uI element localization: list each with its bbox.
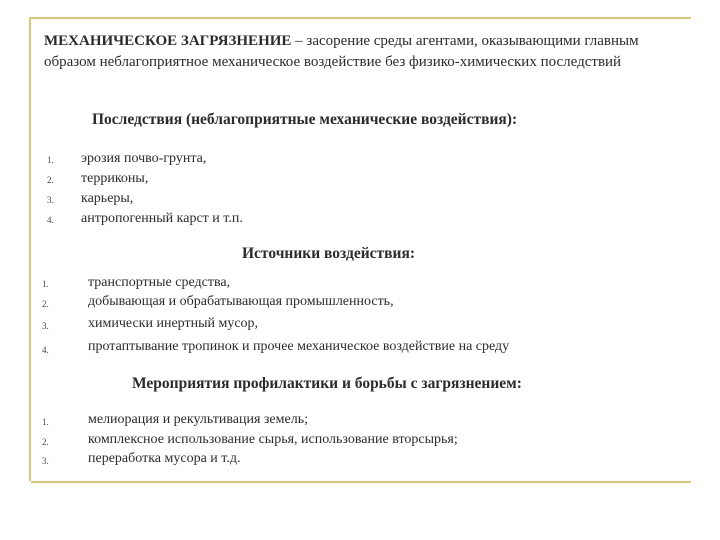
section-heading-measures: Мероприятия профилактики и борьбы с загрязнением: xyxy=(132,375,522,392)
list-item-number: 1. xyxy=(42,417,49,427)
list-item: антропогенный карст и т.п. xyxy=(81,211,243,226)
list-item: комплексное использование сырья, использование вторсырья; xyxy=(88,432,458,447)
list-item: протаптывание тропинок и прочее механическое воздействие на среду xyxy=(88,339,510,354)
list-item-number: 3. xyxy=(42,321,49,331)
list-item: эрозия почво-грунта, xyxy=(81,151,207,166)
list-item-number: 4. xyxy=(42,345,49,355)
frame-bottom-line xyxy=(31,481,691,483)
list-item-number: 2. xyxy=(42,299,49,309)
list-item-number: 2. xyxy=(47,175,54,185)
list-item: мелиорация и рекультивация земель; xyxy=(88,412,308,427)
intro-term: МЕХАНИЧЕСКОЕ ЗАГРЯЗНЕНИЕ xyxy=(44,33,292,49)
section-heading-sources: Источники воздействия: xyxy=(242,245,415,262)
intro-definition: – засорение среды агентами, оказывающими главным образом неблагоприятное механическое воздействие без физико-химических последствий xyxy=(44,33,639,70)
list-item: добывающая и обрабатывающая промышленность, xyxy=(88,294,394,309)
list-item-number: 1. xyxy=(42,279,49,289)
list-item-number: 1. xyxy=(47,155,54,165)
list-item-number: 2. xyxy=(42,437,49,447)
list-item-number: 4. xyxy=(47,215,54,225)
list-item: переработка мусора и т.д. xyxy=(88,451,241,466)
list-item: терриконы, xyxy=(81,171,149,186)
list-item-number: 3. xyxy=(47,195,54,205)
frame-top-line xyxy=(29,17,691,19)
list-item: карьеры, xyxy=(81,191,134,206)
list-item: химически инертный мусор, xyxy=(88,316,259,331)
frame-left-line xyxy=(29,17,31,481)
list-item-number: 3. xyxy=(42,456,49,466)
list-item: транспортные средства, xyxy=(88,275,231,290)
intro-paragraph xyxy=(44,31,684,73)
section-heading-consequences: Последствия (неблагоприятные механические воздействия): xyxy=(92,111,518,128)
